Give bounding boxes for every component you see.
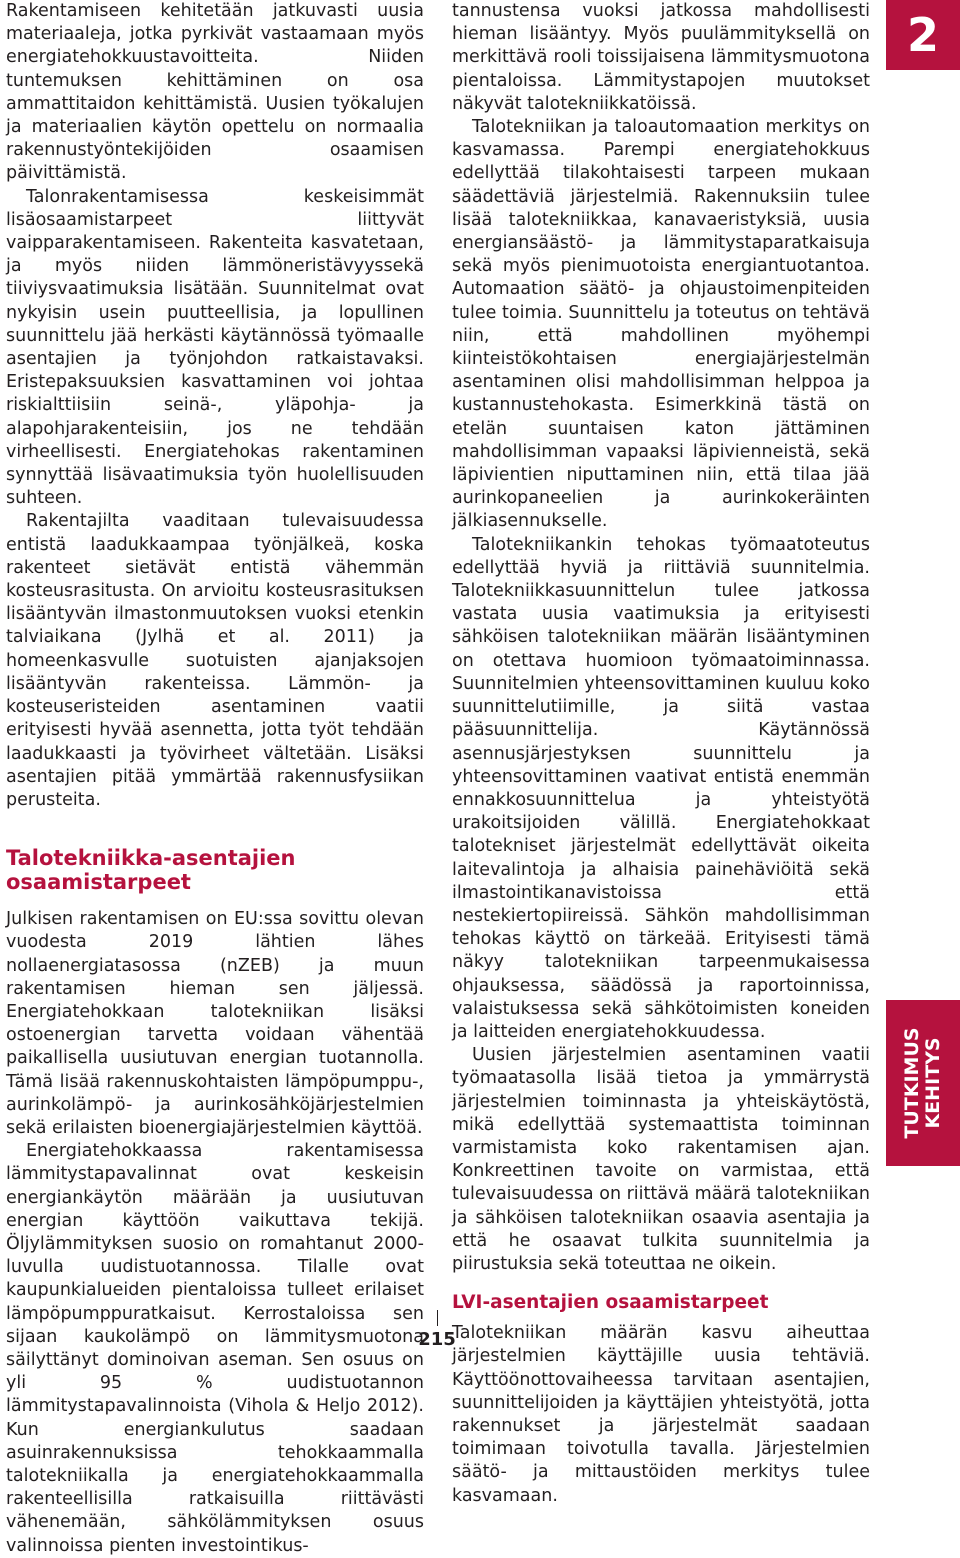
right-column	[452, 0, 870, 1508]
side-tab-line-2: KEHITYS	[922, 1037, 944, 1129]
body-paragraph: Uusien järjestelmien asentaminen vaatii työmaatasolla lisää tietoa ja ymmärrystä järjestelmien toiminnasta ja yhteiskäytöstä, mikä edellyttää systemaattista toiminnan varmistamista koko rakentamisen ajan. Konkreettinen tavoite on varmistaa, että tulevaisuudessa on riittävä määrä talotekniikan ja sähköisen talotekniikan osaavia asentajia ja että he osaavat tulkita suunnitelmia ja piirustuksia sekä toteuttaa ne oikein.	[452, 1045, 870, 1274]
body-paragraph: Julkisen rakentamisen on EU:ssa sovittu olevan vuodesta 2019 lähtien lähes nollaenergiatasossa (nZEB) ja muun rakentamisen hieman sen jäljessä. Energiatehokkaan talotekniikan lisäksi ostoenergian tarvetta voidaan vähentää paikallisella uusiutuvan energian tuotannolla. Tämä lisää rakennuskohtaisten lämpöpumppu-, aurinkolämpö- ja aurinkosähköjärjestelmien sekä erilaisten bioenergiajärjestelmien käyttöä.	[6, 909, 424, 1138]
section-side-tab	[886, 1000, 960, 1166]
body-paragraph: Energiatehokkaassa rakentamisessa lämmitystapavalinnat ovat keskeisin energiankäytön määrään ja uusiutuvan energian käyttöön vaikuttava tekijä. Öljylämmityksen suosio on romahtanut 2000-luvulla uudistuotannossa. Tilalle ovat kaupunkialueiden pientaloissa tulleet erilaiset lämpöpumppuratkaisut. Kerrostaloissa sen sijaan kaukolämpö on lämmitysmuotona säilyttänyt dominoivan aseman. Sen osuus on yli 95 % uudistuotannon lämmitystapavalinnoista (Vihola & Heljo 2012). Kun energiankulutus saadaan asuinrakennuksissa tehokkaammalla talotekniikalla ja energiatehokkaammalla rakenteellisilla ratkaisuilla riittävästi vähenemään, sähkölämmityksen osuus valinnoissa pienten investointikus-	[6, 1141, 424, 1556]
section-heading-talotekniikka: Talotekniikka-asentajien osaamistarpeet	[6, 846, 296, 895]
body-paragraph: Talonrakentamisessa keskeisimmät lisäosaamistarpeet liittyvät vaipparakentamiseen. Rakenteita kasvatetaan, ja myös niiden lämmöneristävyyssekä tiiviysvaatimuksia lisätään. Suunnitelmat ovat nykyisin usein puutteellisia, ja lopullinen suunnittelu jää herkästi käytännössä työmaalle asentajien ja työnjohdon ratkaistavaksi. Eristepaksuuksien kasvattaminen voi johtaa riskialttiisiin seinä-, yläpohja- ja alapohjarakenteisiin, jos ne tehdään virheellisesti. Energiatehokas rakentaminen synnyttää lisävaatimuksia työn huolellisuuden suhteen.	[6, 186, 424, 509]
body-paragraph: Talotekniikankin tehokas työmaatoteutus edellyttää hyviä ja riittäviä suunnitelmia. Talotekniikkasuunnittelun tulee jatkossa vastata uusia vaatimuksia ja erityisesti sähköisen talotekniikan määrän lisääntyminen on otettava huomioon työmaatoiminnassa. Suunnitelmien yhteensovittaminen kuuluu koko suunnittelutiimille, ja siitä vastaa pääsuunnittelija. Käytännössä asennusjärjestyksen suunnittelu ja yhteensovittaminen vaativat entistä enemmän ennakkosuunnittelua ja yhteistyötä urakoitsijoiden välillä. Energiatehokkaat talotekniset järjestelmät edellyttävät oikeita laitevalintoja ja alhaisia painehäviöitä sekä ilmastointikanavistoissa että nestekiertopiireissä. Sähkön mahdollisimman tehokas käyttö on tärkeää. Erityisesti tämä näkyy talotekniikan tarpeenmukaisessa ohjauksessa, säädössä ja raportoinnissa, valaistuksessa sekä sähkötoimisten koneiden ja laitteiden energiatehokkuudessa.	[452, 534, 870, 1042]
side-tab-line-1: TUTKIMUS	[901, 1027, 923, 1139]
page-number: 215	[418, 1329, 456, 1350]
section-heading-lvi: LVI-asentajien osaamistarpeet	[452, 1292, 769, 1314]
left-column	[6, 0, 424, 1558]
body-paragraph: Talotekniikan määrän kasvu aiheuttaa järjestelmien käyttäjille uusia tehtäviä. Käyttöönottovaiheessa tarvitaan asentajien, suunnittelijoiden ja käyttäjien yhteistyötä, jotta rakennukset ja järjestelmät saadaan toimimaan toivotulla tavalla. Järjestelmien säätö- ja mittaustöiden merkitys tulee kasvamaan.	[452, 1323, 870, 1506]
side-tab-label	[902, 1027, 944, 1138]
body-paragraph: Rakentamiseen kehitetään jatkuvasti uusia materiaaleja, jotka pyrkivät vastaamaan myös energiatehokkuustavoitteita. Niiden tuntemuksen kehittäminen on osa ammattitaidon kehittämistä. Uusien työkalujen ja materiaalien käytön opettelu on normaalia rakennustyöntekijöiden osaamisen päivittämistä.	[6, 1, 424, 184]
page-number-divider	[437, 1310, 438, 1326]
body-paragraph: Talotekniikan ja taloautomaation merkitys on kasvamassa. Parempi energiatehokkuus edellyttää tilakohtaisesti tarpeen mukaan säädettäviä järjestelmiä. Rakennuksiin tulee lisää talotekniikkaa, kanavaeristyksiä, uusia energiansäästö- ja lämmitystaparatkaisuja sekä myös pienimuotoista energiantuotantoa. Automaation säätö- ja ohjaustoimenpiteiden tulee toimia. Suunnittelu ja toteutus on tehtävä niin, että mahdollinen myöhempi kiinteistökohtaisen energiajärjestelmän asentaminen olisi mahdollisimman helppoa ja kustannustehokasta. Esimerkkinä tästä on etelän suuntaisen katon jättäminen mahdollisimman vapaaksi läpivienneistä, sekä läpivientien niputtaminen niin, että tilaa jää aurinkopaneelien ja aurinkokeräinten jälkiasennukselle.	[452, 117, 870, 532]
body-paragraph: tannustensa vuoksi jatkossa mahdollisesti hieman lisääntyy. Myös puulämmityksellä on merkittävä rooli toissijaisena lämmitysmuotona pientaloissa. Lämmitystapojen muutokset näkyvät talotekniikkatöissä.	[452, 1, 870, 114]
body-paragraph: Rakentajilta vaaditaan tulevaisuudessa entistä laadukkaampaa työnjälkeä, koska rakenteet sietävät entistä vähemmän kosteusrasitusta. On arvioitu kosteusrasituksen lisääntyvän ilmastonmuutoksen vuoksi etenkin talviaikana (Jylhä et al. 2011) ja homeenkasvulle suotuisten ajanjaksojen lisääntyvän rakenteissa. Lämmön- ja kosteuseristeiden asentaminen vaatii erityisesti hyvää asennetta, jotta työt tehdään laadukkaasti ja työvirheet vältetään. Lisäksi asentajien pitää ymmärtää rakennusfysiikan perusteita.	[6, 511, 424, 810]
chapter-number-tab: 2	[886, 0, 960, 70]
